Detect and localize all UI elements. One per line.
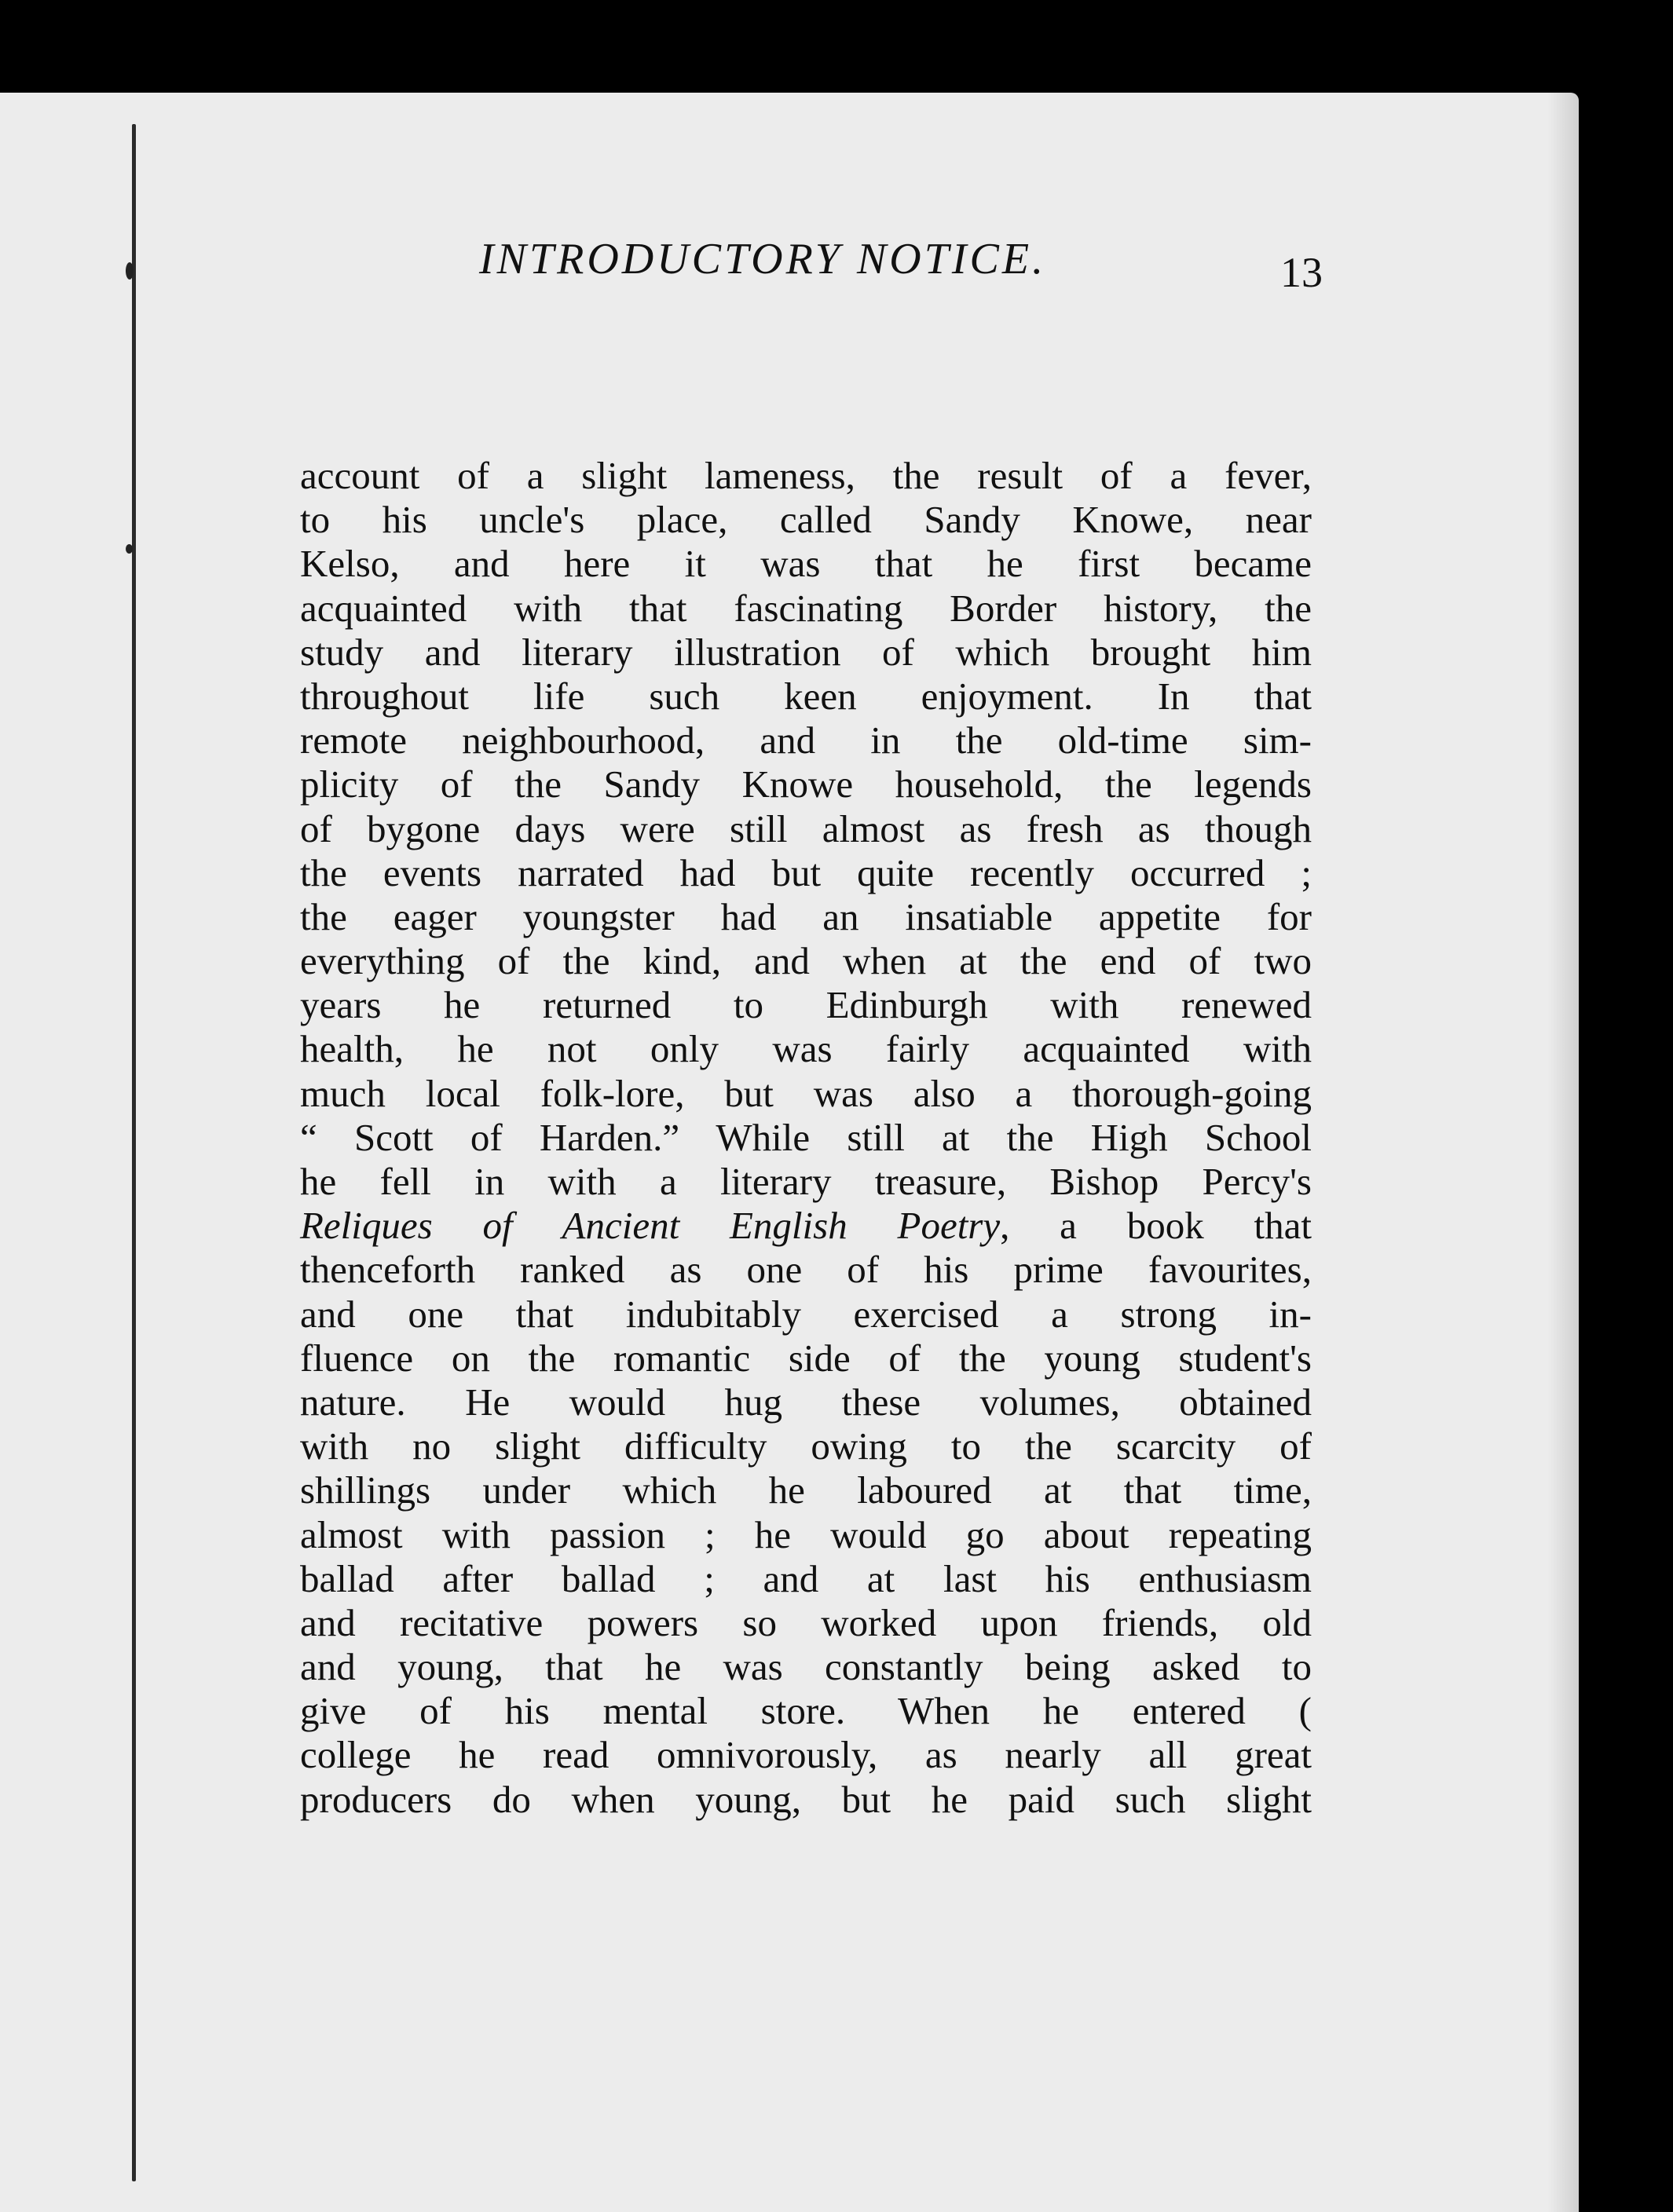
text-line: remote neighbourhood, and in the old-time sim- bbox=[300, 718, 1312, 762]
text-line: acquainted with that fascinating Border history, the bbox=[300, 586, 1312, 630]
text-line: throughout life such keen enjoyment. In that bbox=[300, 674, 1312, 718]
binding-mark bbox=[126, 544, 133, 554]
text-line: college he read omnivorously, as nearly all great bbox=[300, 1733, 1312, 1777]
binding-mark bbox=[126, 262, 134, 280]
text-line: and one that indubitably exercised a strong in- bbox=[300, 1292, 1312, 1336]
text-line: shillings under which he laboured at that time, bbox=[300, 1468, 1312, 1512]
text-line: of bygone days were still almost as fresh as though bbox=[300, 806, 1312, 850]
text-line: and young, that he was constantly being asked to bbox=[300, 1645, 1312, 1689]
text-line: much local folk-lore, but was also a thorough-going bbox=[300, 1071, 1312, 1115]
text-line: Kelso, and here it was that he first became bbox=[300, 542, 1312, 586]
text-line-with-title bbox=[300, 1204, 1312, 1248]
text-line: thenceforth ranked as one of his prime favourites, bbox=[300, 1248, 1312, 1292]
text-line: to his uncle's place, called Sandy Knowe, near bbox=[300, 498, 1312, 542]
text-line: almost with passion ; he would go about repeating bbox=[300, 1512, 1312, 1556]
text-line: account of a slight lameness, the result of a fever, bbox=[300, 454, 1312, 497]
text-line: everything of the kind, and when at the end of two bbox=[300, 939, 1312, 983]
page-number: 13 bbox=[1280, 249, 1323, 296]
text-line: the eager youngster had an insatiable appetite for bbox=[300, 894, 1312, 938]
text-line: fluence on the romantic side of the young student's bbox=[300, 1336, 1312, 1380]
text-line: study and literary illustration of which brought him bbox=[300, 630, 1312, 674]
page-edge-shadow bbox=[1547, 93, 1579, 2212]
text-line: with no slight difficulty owing to the scarcity of bbox=[300, 1424, 1312, 1468]
text-line: nature. He would hug these volumes, obtained bbox=[300, 1380, 1312, 1424]
text-line: years he returned to Edinburgh with renewed bbox=[300, 983, 1312, 1027]
text-line: “ Scott of Harden.” While still at the High School bbox=[300, 1115, 1312, 1159]
running-head: INTRODUCTORY NOTICE. bbox=[479, 235, 1047, 283]
text-line: the events narrated had but quite recently occurred ; bbox=[300, 850, 1312, 894]
body-text bbox=[300, 454, 1312, 1822]
text-line: health, he not only was fairly acquainted with bbox=[300, 1027, 1312, 1071]
text-line: and recitative powers so worked upon friends, old bbox=[300, 1600, 1312, 1644]
text-fragment: , a book that bbox=[1000, 1204, 1312, 1248]
text-line: ballad after ballad ; and at last his enthusiasm bbox=[300, 1556, 1312, 1600]
text-line: give of his mental store. When he entered ( bbox=[300, 1689, 1312, 1733]
page-header bbox=[479, 234, 1343, 305]
text-line: he fell in with a literary treasure, Bishop Percy's bbox=[300, 1160, 1312, 1203]
text-line: plicity of the Sandy Knowe household, the legends bbox=[300, 762, 1312, 806]
binding-edge bbox=[132, 124, 136, 2181]
book-title: Reliques of Ancient English Poetry bbox=[300, 1204, 1001, 1248]
text-line: producers do when young, but he paid such slight bbox=[300, 1777, 1312, 1821]
